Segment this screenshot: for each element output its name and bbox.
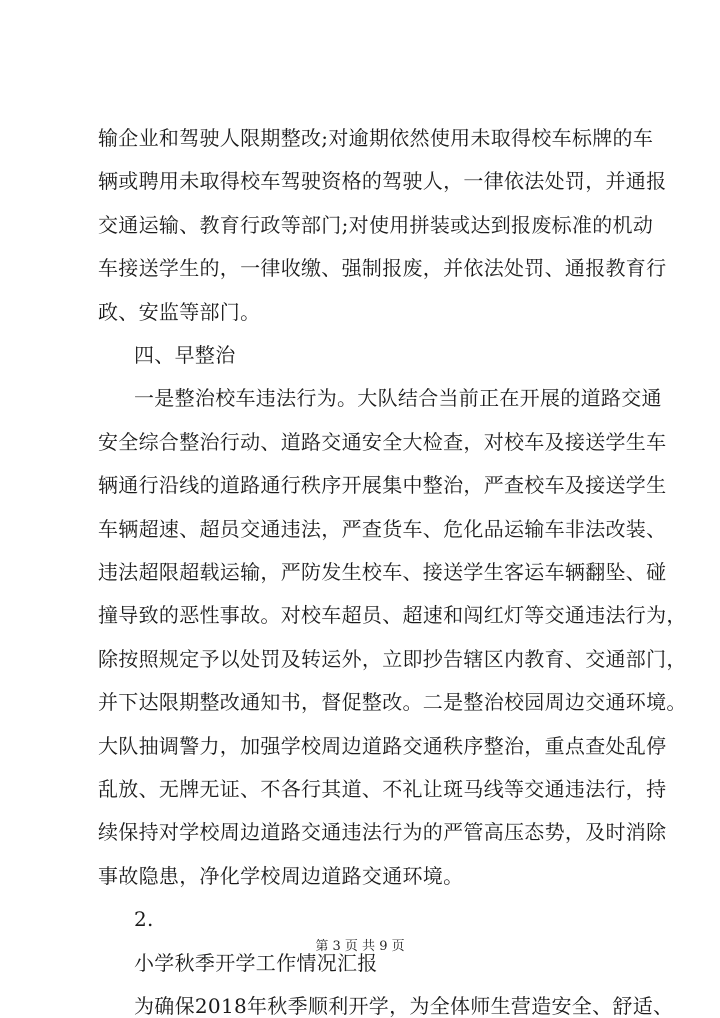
text-line-2: 辆或聘用未取得校车驾驶资格的驾驶人，一律依法处罚，并通报 (98, 169, 667, 193)
section-heading-four: 四、早整治 (134, 343, 236, 367)
text-line-15: 大队抽调警力，加强学校周边道路交通秩序整治，重点查处乱停 (98, 734, 667, 758)
section-title: 小学秋季开学工作情况汇报 (134, 951, 378, 975)
paragraph-start-line-2: 为确保2018年秋季顺利开学，为全体师生营造安全、舒适、 (134, 994, 674, 1018)
text-line-18: 事故隐患，净化学校周边道路交通环境。 (98, 864, 464, 888)
page-indicator: 第 3 页 共 9 页 (315, 939, 405, 954)
text-line-14: 并下达限期整改通知书，督促整改。二是整治校园周边交通环境。 (98, 690, 687, 714)
text-line-10: 车辆超速、超员交通违法，严查货车、危化品运输车非法改装、 (98, 517, 667, 541)
text-line-17: 续保持对学校周边道路交通违法行为的严管高压态势，及时消除 (98, 820, 667, 844)
paragraph-start-line: 一是整治校车违法行为。大队结合当前正在开展的道路交通 (134, 386, 662, 410)
text-line-12: 撞导致的恶性事故。对校车超员、超速和闯红灯等交通违法行为， (98, 603, 687, 627)
text-line-4: 车接送学生的，一律收缴、强制报废，并依法处罚、通报教育行 (98, 256, 667, 280)
text-line-11: 违法超限超载运输，严防发生校车、接送学生客运车辆翻坠、碰 (98, 560, 667, 584)
text-line-8: 安全综合整治行动、道路交通安全大检查，对校车及接送学生车 (98, 430, 667, 454)
text-line-16: 乱放、无牌无证、不各行其道、不礼让斑马线等交通违法行，持 (98, 777, 667, 801)
section-number-2: 2. (134, 907, 154, 931)
text-line-9: 辆通行沿线的道路通行秩序开展集中整治，严查校车及接送学生 (98, 473, 667, 497)
text-line-1: 输企业和驾驶人限期整改;对逾期依然使用未取得校车标牌的车 (98, 126, 654, 150)
text-line-13: 除按照规定予以处罚及转运外，立即抄告辖区内教育、交通部门， (98, 647, 687, 671)
text-line-3: 交通运输、教育行政等部门;对使用拼装或达到报废标准的机动 (98, 213, 654, 237)
text-line-5: 政、安监等部门。 (98, 300, 261, 324)
